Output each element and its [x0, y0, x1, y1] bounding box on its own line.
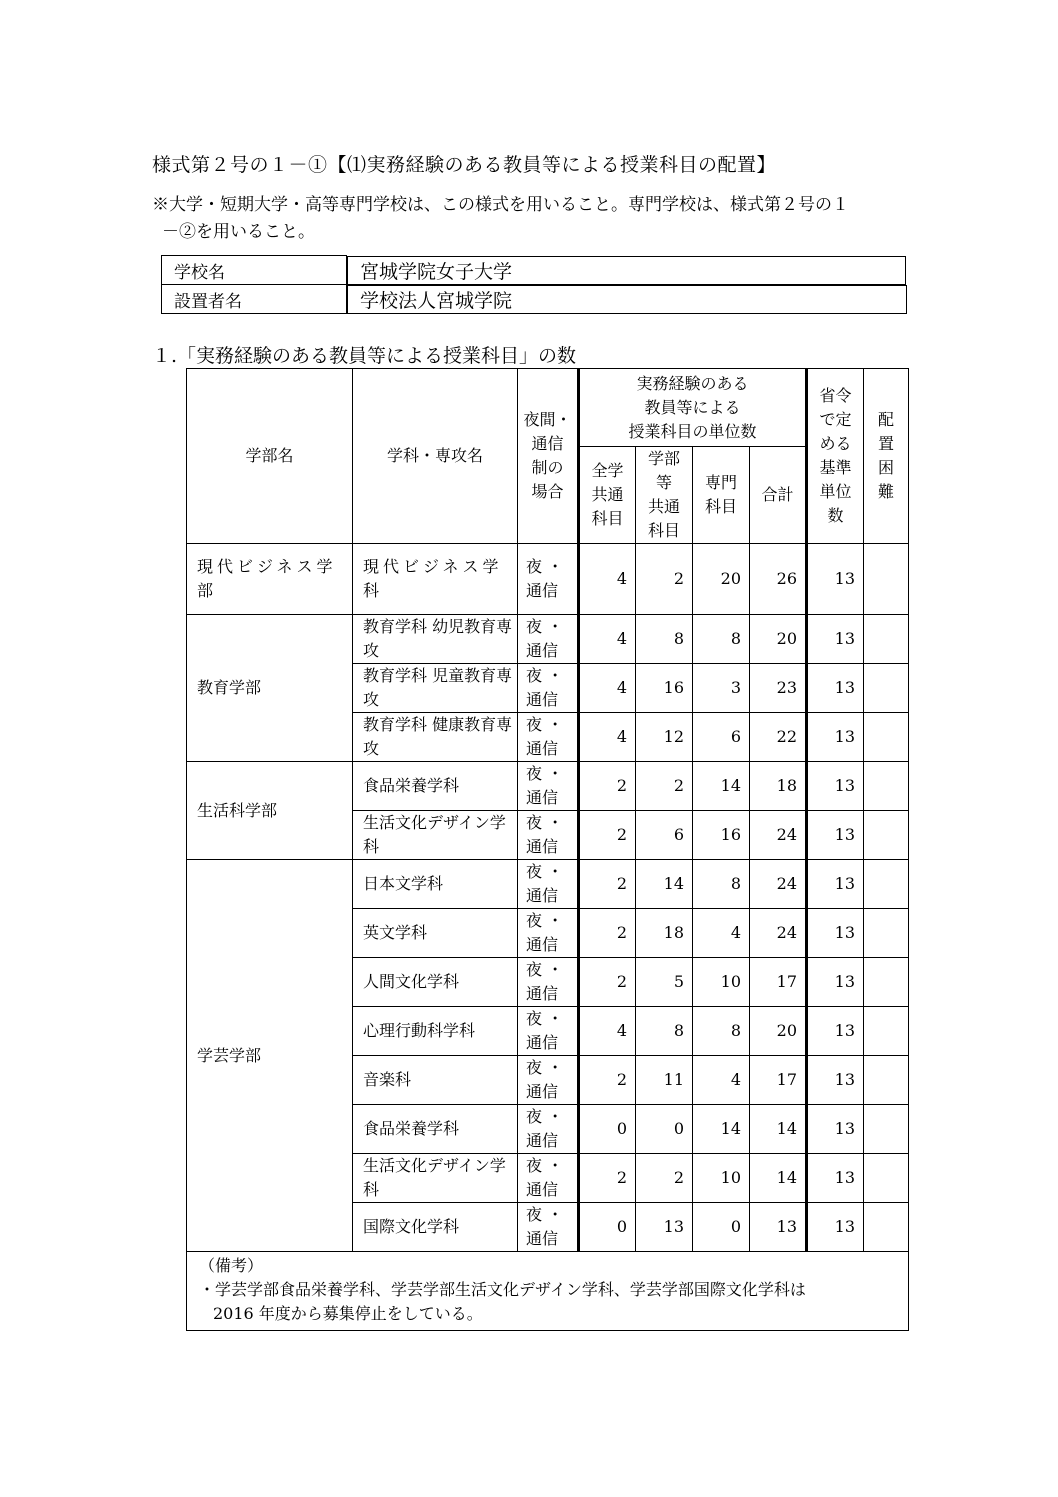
department-cell: 教育学科 児童教育専攻: [353, 664, 518, 713]
remarks-line-2: 2016 年度から募集停止をしている。: [213, 1304, 483, 1323]
standard-cell: 13: [807, 713, 864, 762]
total-cell: 14: [750, 1154, 807, 1203]
all-common-cell: 4: [579, 713, 636, 762]
header-faculty-common: 学部 等 共通 科目: [636, 447, 693, 544]
difficulty-cell: [864, 1007, 909, 1056]
note-line-1: ※大学・短期大学・高等専門学校は、この様式を用いること。専門学校は、様式第２号の１: [152, 195, 849, 215]
standard-cell: 13: [807, 1154, 864, 1203]
type-cell: 夜 ・ 通信: [518, 1154, 579, 1203]
difficulty-cell: [864, 713, 909, 762]
total-cell: 26: [750, 544, 807, 615]
type-cell: 夜 ・ 通信: [518, 544, 579, 615]
note-line-2: －②を用いること。: [162, 222, 315, 242]
all-common-cell: 2: [579, 811, 636, 860]
header-total: 合計: [750, 447, 807, 544]
all-common-cell: 2: [579, 860, 636, 909]
specialized-cell: 3: [693, 664, 750, 713]
all-common-cell: 4: [579, 1007, 636, 1056]
all-common-cell: 4: [579, 664, 636, 713]
difficulty-cell: [864, 860, 909, 909]
all-common-cell: 2: [579, 909, 636, 958]
remarks-line-1: ・学芸学部食品栄養学科、学芸学部生活文化デザイン学科、学芸学部国際文化学科は: [199, 1280, 806, 1299]
faculty-common-cell: 13: [636, 1203, 693, 1252]
table-row: [187, 615, 909, 664]
total-cell: 14: [750, 1105, 807, 1154]
school-name-value: 宮城学院女子大学: [347, 256, 906, 285]
total-cell: 20: [750, 615, 807, 664]
standard-cell: 13: [807, 1007, 864, 1056]
form-title: 様式第２号の１－①【⑴実務経験のある教員等による授業科目の配置】: [152, 154, 777, 176]
total-cell: 17: [750, 958, 807, 1007]
header-standard-units: 省令 で定 める 基準 単位 数: [807, 369, 864, 544]
all-common-cell: 2: [579, 1154, 636, 1203]
type-cell: 夜 ・ 通信: [518, 860, 579, 909]
standard-cell: 13: [807, 811, 864, 860]
school-info-table: [161, 255, 907, 314]
total-cell: 24: [750, 909, 807, 958]
difficulty-cell: [864, 762, 909, 811]
difficulty-cell: [864, 544, 909, 615]
all-common-cell: 2: [579, 762, 636, 811]
department-cell: 生活文化デザイン学科: [353, 811, 518, 860]
difficulty-cell: [864, 1056, 909, 1105]
faculty-common-cell: 2: [636, 762, 693, 811]
table-row: [187, 544, 909, 615]
header-all-common: 全学 共通 科目: [579, 447, 636, 544]
course-count-table: [186, 368, 909, 1331]
department-cell: 心理行動科学科: [353, 1007, 518, 1056]
standard-cell: 13: [807, 762, 864, 811]
standard-cell: 13: [807, 958, 864, 1007]
type-cell: 夜 ・ 通信: [518, 1056, 579, 1105]
remarks-cell: [187, 1252, 909, 1331]
all-common-cell: 2: [579, 958, 636, 1007]
department-cell: 日本文学科: [353, 860, 518, 909]
specialized-cell: 14: [693, 1105, 750, 1154]
instruction-note: [152, 192, 912, 246]
type-cell: 夜 ・ 通信: [518, 1007, 579, 1056]
all-common-cell: 0: [579, 1105, 636, 1154]
remarks-row: [187, 1252, 909, 1331]
all-common-cell: 4: [579, 615, 636, 664]
department-cell: 教育学科 健康教育専攻: [353, 713, 518, 762]
all-common-cell: 0: [579, 1203, 636, 1252]
founder-value: 学校法人宮城学院: [347, 285, 907, 314]
standard-cell: 13: [807, 615, 864, 664]
faculty-common-cell: 16: [636, 664, 693, 713]
type-cell: 夜 ・ 通信: [518, 811, 579, 860]
specialized-cell: 4: [693, 909, 750, 958]
type-cell: 夜 ・ 通信: [518, 664, 579, 713]
header-placement-difficulty: 配 置 困 難: [864, 369, 909, 544]
department-cell: 国際文化学科: [353, 1203, 518, 1252]
standard-cell: 13: [807, 664, 864, 713]
specialized-cell: 10: [693, 958, 750, 1007]
specialized-cell: 16: [693, 811, 750, 860]
specialized-cell: 8: [693, 1007, 750, 1056]
header-department: 学科・専攻名: [353, 369, 518, 544]
faculty-common-cell: 6: [636, 811, 693, 860]
department-cell: 英文学科: [353, 909, 518, 958]
specialized-cell: 8: [693, 615, 750, 664]
department-cell: 音楽科: [353, 1056, 518, 1105]
specialized-cell: 8: [693, 860, 750, 909]
faculty-common-cell: 8: [636, 1007, 693, 1056]
difficulty-cell: [864, 664, 909, 713]
difficulty-cell: [864, 1105, 909, 1154]
department-cell: 生活文化デザイン学科: [353, 1154, 518, 1203]
faculty-cell: 現代ビジネス学部: [187, 544, 353, 615]
difficulty-cell: [864, 615, 909, 664]
difficulty-cell: [864, 958, 909, 1007]
faculty-common-cell: 18: [636, 909, 693, 958]
specialized-cell: 0: [693, 1203, 750, 1252]
type-cell: 夜 ・ 通信: [518, 762, 579, 811]
founder-label: 設置者名: [162, 285, 347, 314]
table-row: [187, 762, 909, 811]
faculty-common-cell: 14: [636, 860, 693, 909]
faculty-common-cell: 11: [636, 1056, 693, 1105]
department-cell: 人間文化学科: [353, 958, 518, 1007]
difficulty-cell: [864, 1154, 909, 1203]
faculty-common-cell: 8: [636, 615, 693, 664]
faculty-common-cell: 2: [636, 1154, 693, 1203]
department-cell: 教育学科 幼児教育専攻: [353, 615, 518, 664]
faculty-cell: 学芸学部: [187, 860, 353, 1252]
specialized-cell: 6: [693, 713, 750, 762]
header-night-correspondence: 夜間・ 通信 制の 場合: [518, 369, 579, 544]
total-cell: 20: [750, 1007, 807, 1056]
header-faculty: 学部名: [187, 369, 353, 544]
department-cell: 現代ビジネス学科: [353, 544, 518, 615]
faculty-common-cell: 0: [636, 1105, 693, 1154]
remarks-label: （備考）: [199, 1256, 264, 1275]
standard-cell: 13: [807, 1203, 864, 1252]
specialized-cell: 4: [693, 1056, 750, 1105]
department-cell: 食品栄養学科: [353, 1105, 518, 1154]
founder-row: [162, 285, 907, 314]
total-cell: 24: [750, 860, 807, 909]
standard-cell: 13: [807, 860, 864, 909]
specialized-cell: 14: [693, 762, 750, 811]
total-cell: 18: [750, 762, 807, 811]
all-common-cell: 4: [579, 544, 636, 615]
type-cell: 夜 ・ 通信: [518, 1105, 579, 1154]
all-common-cell: 2: [579, 1056, 636, 1105]
section-title: １.「実務経験のある教員等による授業科目」の数: [152, 345, 577, 367]
total-cell: 13: [750, 1203, 807, 1252]
type-cell: 夜 ・ 通信: [518, 615, 579, 664]
type-cell: 夜 ・ 通信: [518, 909, 579, 958]
difficulty-cell: [864, 811, 909, 860]
header-specialized: 専門 科目: [693, 447, 750, 544]
faculty-cell: 生活科学部: [187, 762, 353, 860]
school-name-row: [162, 256, 907, 285]
standard-cell: 13: [807, 1105, 864, 1154]
standard-cell: 13: [807, 544, 864, 615]
school-name-label: 学校名: [162, 256, 347, 285]
table-row: [187, 860, 909, 909]
header-unit-count: 実務経験のある 教員等による 授業科目の単位数: [579, 369, 807, 447]
total-cell: 17: [750, 1056, 807, 1105]
faculty-common-cell: 2: [636, 544, 693, 615]
standard-cell: 13: [807, 909, 864, 958]
difficulty-cell: [864, 1203, 909, 1252]
faculty-common-cell: 5: [636, 958, 693, 1007]
total-cell: 22: [750, 713, 807, 762]
type-cell: 夜 ・ 通信: [518, 1203, 579, 1252]
specialized-cell: 10: [693, 1154, 750, 1203]
type-cell: 夜 ・ 通信: [518, 713, 579, 762]
faculty-common-cell: 12: [636, 713, 693, 762]
type-cell: 夜 ・ 通信: [518, 958, 579, 1007]
difficulty-cell: [864, 909, 909, 958]
total-cell: 24: [750, 811, 807, 860]
department-cell: 食品栄養学科: [353, 762, 518, 811]
specialized-cell: 20: [693, 544, 750, 615]
faculty-cell: 教育学部: [187, 615, 353, 762]
total-cell: 23: [750, 664, 807, 713]
standard-cell: 13: [807, 1056, 864, 1105]
